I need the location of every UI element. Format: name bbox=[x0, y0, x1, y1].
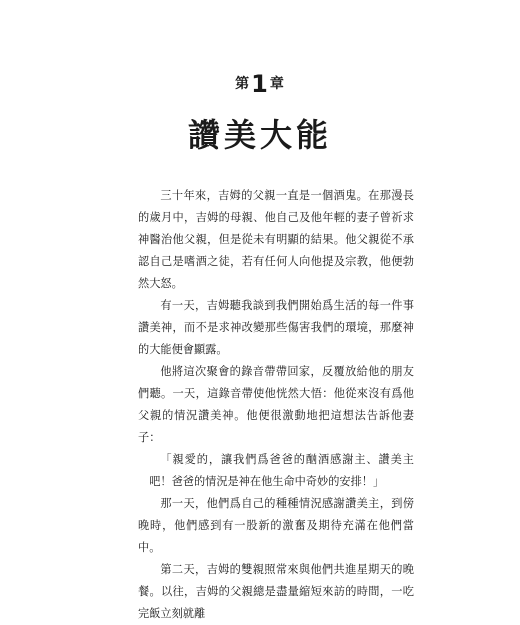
paragraph: 他將這次聚會的錄音帶帶回家，反覆放給他的朋友們聽。一天，這錄音帶使他恍然大悟：他從來沒有爲他父親的情況讚美神。他便很激動地把這想法告訴他妻子： bbox=[138, 365, 414, 444]
chapter-prefix: 第 bbox=[235, 76, 251, 92]
chapter-number bbox=[0, 70, 520, 98]
chapter-suffix: 章 bbox=[269, 76, 285, 92]
paragraph: 那一天，他們爲自己的種種情況感謝讚美主，到傍晚時，他們感到有一股新的激奮及期待充滿在他們當中。 bbox=[138, 497, 414, 554]
chapter-num: 1 bbox=[251, 70, 269, 98]
paragraph: 三十年來，吉姆的父親一直是一個酒鬼。在那漫長的歲月中，吉姆的母親、他自己及他年輕的妻子曾祈求神醫治他父親，但是從未有明顯的結果。他父親從不承認自己是嗜酒之徒，若有任何人向他提及宗教，他便勃然大怒。 bbox=[138, 189, 414, 290]
paragraph: 第二天，吉姆的雙親照常來與他們共進星期天的晚餐。以往，吉姆的父親總是盡量縮短來訪的時間，一吃完飯立刻就離 bbox=[138, 563, 414, 620]
paragraph: 有一天，吉姆聽我談到我們開始爲生活的每一件事讚美神，而不是求神改變那些傷害我們的環境，那麼神的大能便會顯露。 bbox=[138, 299, 414, 356]
body-text bbox=[138, 185, 414, 625]
chapter-title: 讚美大能 bbox=[187, 116, 332, 154]
quote-paragraph: 「親愛的，讓我們爲爸爸的酗酒感謝主、讚美主吧！爸爸的情況是神在他生命中奇妙的安排！」 bbox=[149, 453, 414, 488]
